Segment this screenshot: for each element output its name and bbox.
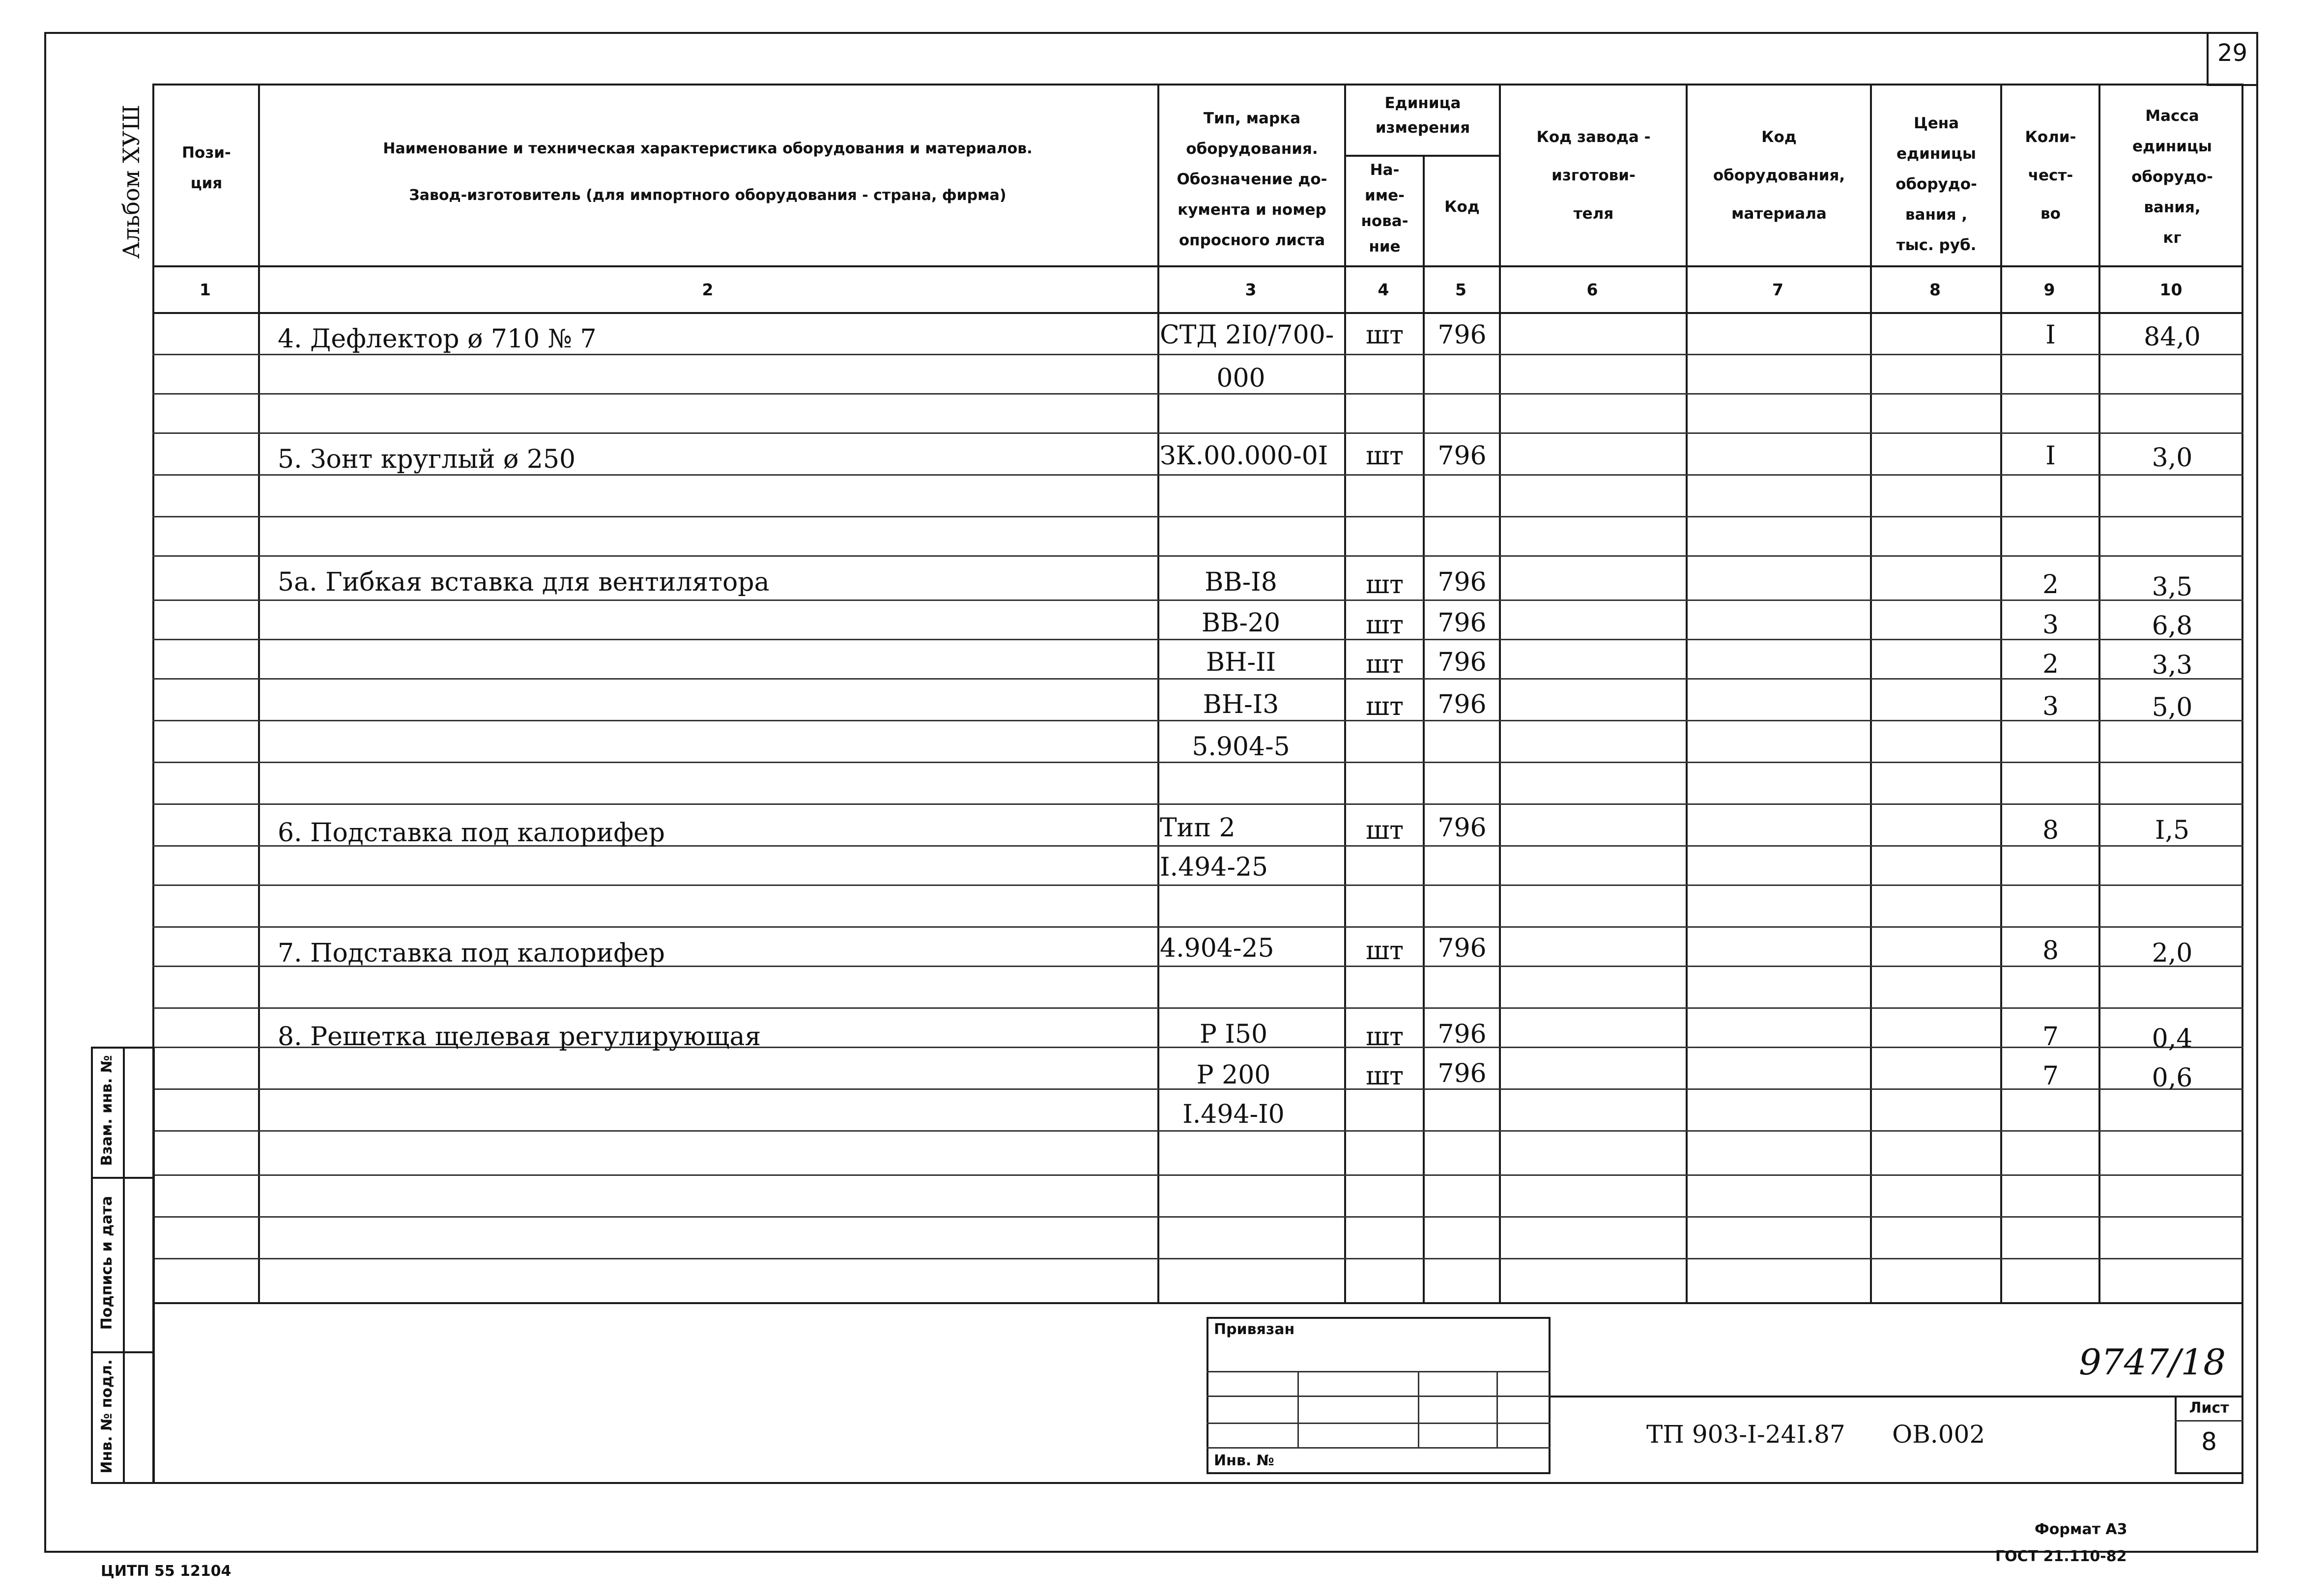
- row-code: 796: [1437, 568, 1487, 597]
- header-mass: Масса единицы оборудо- вания, кг: [2131, 107, 2213, 247]
- sheet-label: Лист: [2189, 1399, 2229, 1417]
- header-name: Наименование и техническая характеристика оборудования и материалов. Завод-изготовитель (для импортного оборудования - страна, фирма): [383, 140, 1033, 204]
- row-name: 6. Подставка под калорифер: [278, 818, 665, 848]
- colnum-2: 2: [702, 280, 714, 299]
- privyazan-label: Привязан: [1214, 1321, 1295, 1338]
- row-unit: шт: [1365, 320, 1404, 350]
- row-mass: 84,0: [2144, 322, 2201, 352]
- row-unit: шт: [1365, 692, 1404, 721]
- header-unit-code: Код: [1444, 198, 1480, 216]
- header-unit-group: Единица измерения: [1375, 94, 1470, 137]
- format-label: Формат А3: [2035, 1521, 2127, 1538]
- row-mass: 3,3: [2152, 651, 2193, 680]
- row-name: 8. Решетка щелевая регулирующая: [278, 1022, 761, 1052]
- row-qty: 2: [2042, 650, 2059, 679]
- row-unit: шт: [1365, 650, 1404, 679]
- row-type: I.494-I0: [1182, 1100, 1285, 1129]
- colnum-1: 1: [200, 280, 211, 299]
- row-name: 7. Подставка под калорифер: [278, 939, 665, 968]
- header-position: Пози- ция: [182, 144, 231, 192]
- row-qty: 8: [2042, 816, 2059, 845]
- row-name: 4. Дефлектор ø 710 № 7: [278, 324, 597, 354]
- inv-no-label: Инв. №: [1214, 1452, 1274, 1469]
- handwritten-number: 9747/18: [2079, 1341, 2226, 1383]
- row-code: 796: [1437, 690, 1487, 719]
- row-code: 796: [1437, 648, 1487, 677]
- row-qty: 2: [2042, 570, 2059, 599]
- side-label-vzam-inv: Взам. инв. №: [98, 1055, 115, 1166]
- row-qty: 3: [2042, 692, 2059, 721]
- row-mass: 2,0: [2152, 939, 2193, 968]
- row-type: ВВ-20: [1201, 608, 1281, 638]
- row-qty: I: [2045, 320, 2056, 350]
- colnum-6: 6: [1586, 280, 1598, 299]
- side-label-podpis-data: Подпись и дата: [98, 1196, 115, 1330]
- row-mass: 6,8: [2152, 611, 2193, 641]
- row-mass: 3,5: [2152, 572, 2193, 602]
- row-type: 000: [1216, 364, 1265, 393]
- row-name: 5. Зонт круглый ø 250: [278, 445, 576, 474]
- header-equipment-code: Код оборудования, материала: [1713, 128, 1845, 223]
- sheet-number: 8: [2201, 1427, 2217, 1456]
- row-type: ЗК.00.000-0I: [1160, 441, 1328, 471]
- row-type: ВН-II: [1206, 648, 1276, 677]
- row-code: 796: [1437, 441, 1487, 471]
- row-qty: 7: [2042, 1022, 2059, 1052]
- colnum-3: 3: [1245, 280, 1257, 299]
- side-label-inv-podl: Инв. № подл.: [98, 1359, 115, 1474]
- header-quantity: Коли- чест- во: [2025, 128, 2076, 223]
- row-name: 5а. Гибкая вставка для вентилятора: [278, 568, 770, 597]
- row-mass: I,5: [2155, 816, 2190, 845]
- row-type: Тип 2: [1160, 813, 1236, 843]
- row-code: 796: [1437, 934, 1487, 963]
- row-mass: 5,0: [2152, 693, 2193, 722]
- row-mass: 3,0: [2152, 443, 2193, 473]
- row-type: 4.904-25: [1160, 934, 1274, 963]
- row-code: 796: [1437, 1020, 1487, 1049]
- row-code: 796: [1437, 1059, 1487, 1088]
- colnum-9: 9: [2043, 280, 2055, 299]
- row-mass: 0,6: [2152, 1063, 2193, 1093]
- row-qty: 7: [2042, 1061, 2059, 1091]
- citp-label: ЦИТП 55 12104: [101, 1563, 231, 1580]
- colnum-4: 4: [1378, 280, 1389, 299]
- header-price: Цена единицы оборудо- вания , тыс. руб.: [1896, 114, 1977, 254]
- colnum-10: 10: [2159, 280, 2183, 299]
- header-type: Тип, марка оборудования. Обозначение до- кумента и номер опросного листа: [1177, 110, 1327, 249]
- row-type: 5.904-5: [1192, 732, 1290, 762]
- album-label: Альбом ХУШ: [118, 105, 144, 259]
- gost-label: ГОСТ 21.110-82: [1995, 1548, 2127, 1565]
- header-factory-code: Код завода - изготови- теля: [1536, 128, 1651, 223]
- row-unit: шт: [1365, 1061, 1404, 1091]
- doc-code: ТП 903-I-24I.87 ОВ.002: [1646, 1420, 1985, 1449]
- row-qty: 3: [2042, 610, 2059, 640]
- row-type: Р 200: [1196, 1060, 1271, 1090]
- row-unit: шт: [1365, 1022, 1404, 1052]
- row-code: 796: [1437, 320, 1487, 350]
- row-unit: шт: [1365, 441, 1404, 471]
- row-unit: шт: [1365, 610, 1404, 640]
- row-qty: 8: [2042, 936, 2059, 966]
- row-unit: шт: [1365, 936, 1404, 966]
- colnum-8: 8: [1929, 280, 1941, 299]
- header-unit-name: На- име- нова- ние: [1361, 161, 1408, 256]
- row-unit: шт: [1365, 570, 1404, 599]
- row-code: 796: [1437, 813, 1487, 843]
- row-type: СТД 2I0/700-: [1160, 320, 1334, 350]
- row-mass: 0,4: [2152, 1024, 2193, 1054]
- colnum-5: 5: [1455, 280, 1466, 299]
- row-type: I.494-25: [1160, 853, 1268, 882]
- row-type: Р I50: [1199, 1020, 1268, 1049]
- colnum-7: 7: [1772, 280, 1783, 299]
- page-number: 29: [2217, 39, 2248, 67]
- row-type: ВН-I3: [1203, 690, 1279, 719]
- row-code: 796: [1437, 608, 1487, 638]
- row-type: ВВ-I8: [1205, 568, 1277, 597]
- row-unit: шт: [1365, 816, 1404, 845]
- row-qty: I: [2045, 441, 2056, 471]
